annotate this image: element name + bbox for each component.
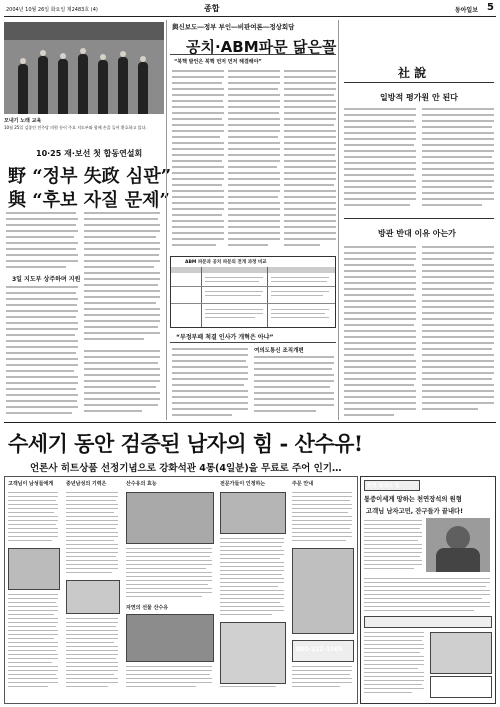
editorial-title-2: 방관 반대 이유 아는가 (378, 229, 456, 238)
column-divider-2 (338, 20, 339, 420)
left-headline-1: 野 “정부 失政 심판” (8, 166, 172, 187)
header-rule (4, 16, 496, 17)
comparison-table-title: ABM 파문과 공치 파문의 전개 과정 비교 (185, 260, 267, 265)
editorial-divider (344, 218, 494, 219)
center-subhead: “북핵 발언은 북핵 먼저 먼저 해결해야” (174, 59, 262, 65)
center-rule (170, 54, 336, 55)
center-column-title: 여의도통신 조직개편 (254, 348, 304, 354)
promo-order-box (430, 676, 492, 698)
left-headline-2: 與 “후보 자질 문제” (8, 190, 170, 211)
newspaper-page: 2004년 10월 26일 화요일 제2483호 (4) 종합 동아일보 5 모내기 노래 교육 10월 25일 김종인 민주당 의원 등이 주요 지도부와 함께 손을 들어 환호하고 있다. 10·25 재·보선 첫 합동연설회 野 “정부 失政 심판” 與 “후보 자질 문제” 3일 지도부 상주하며 지원 與신보도―정부 부인―비판여론―정상회담 공치·ABM파문 닮은꼴 “북핵 발언은 북핵 먼저 먼저 해결해야” ABM 파문과 공치 파문의 전개 과정 비교 “부정부패 척결 인사가 개혁은 아냐” 여의도통신 조직개편 社 說 일방적 평가원 안 된다 방관 반대 이유 아는가 수세기 동안 검증된 남자의 힘 - 산수유! 언론사 히트상품 선정기념으로 강화석관 4통(4일분)을 무료로 주어 인기… 고객님이 남성들에게 중년남성의 기력은 산수유의 효능 자연의 선물 산수유 전문가들이 인정하는 주문 안내 080-222-1005 천연 원석의 힘 통증이세게 망하는 천연장석의 원형 고객님 남자고민, 잔구들가 끝내다! (0, 0, 500, 707)
center-box-title: “부정부패 척결 인사가 개혁은 아냐” (176, 334, 274, 341)
promo-banner (364, 616, 492, 628)
center-headline: 공치·ABM파문 닮은꼴 (186, 38, 337, 56)
ad-headline: 수세기 동안 검증된 남자의 힘 - 산수유! (8, 431, 363, 456)
promo-label: 천연 원석의 힘 (367, 483, 400, 489)
editorial-title-1: 일방적 평가원 안 된다 (380, 93, 458, 102)
rally-photo (4, 22, 164, 114)
left-kicker: 10·25 재·보선 첫 합동연설회 (36, 149, 143, 158)
promo-product-image (430, 632, 492, 674)
ad-top-rule (4, 422, 496, 423)
center-box-rule (170, 342, 336, 343)
issue-date: 2004년 10월 26일 화요일 제2483호 (4) (6, 7, 98, 13)
photo-caption-title: 모내기 노래 교육 (4, 118, 42, 124)
newspaper-name: 동아일보 (454, 7, 478, 14)
promo-headline-2: 고객님 남자고민, 잔구들가 끝내다! (366, 508, 463, 515)
editorial-rule (344, 82, 494, 83)
editorial-label: 社 說 (398, 66, 427, 80)
column-divider (166, 20, 167, 420)
left-subhead: 3일 지도부 상주하며 지원 (12, 276, 81, 283)
section-name: 종합 (204, 4, 220, 13)
photo-caption: 10월 25일 김종인 민주당 의원 등이 주요 지도부와 함께 손을 들어 환호하고 있다. (4, 125, 147, 130)
page-number: 5 (487, 2, 494, 13)
comparison-table (170, 256, 336, 328)
promo-photo (426, 518, 490, 572)
ad-subline: 언론사 히트상품 선정기념으로 강화석관 4통(4일분)을 무료로 주어 인기… (30, 463, 342, 474)
promo-headline-1: 통증이세게 망하는 천연장석의 원형 (364, 496, 462, 503)
ad-phone: 080-222-1005 (296, 646, 343, 653)
center-kicker: 與신보도―정부 부인―비판여론―정상회담 (172, 23, 295, 31)
page-header (4, 2, 496, 16)
